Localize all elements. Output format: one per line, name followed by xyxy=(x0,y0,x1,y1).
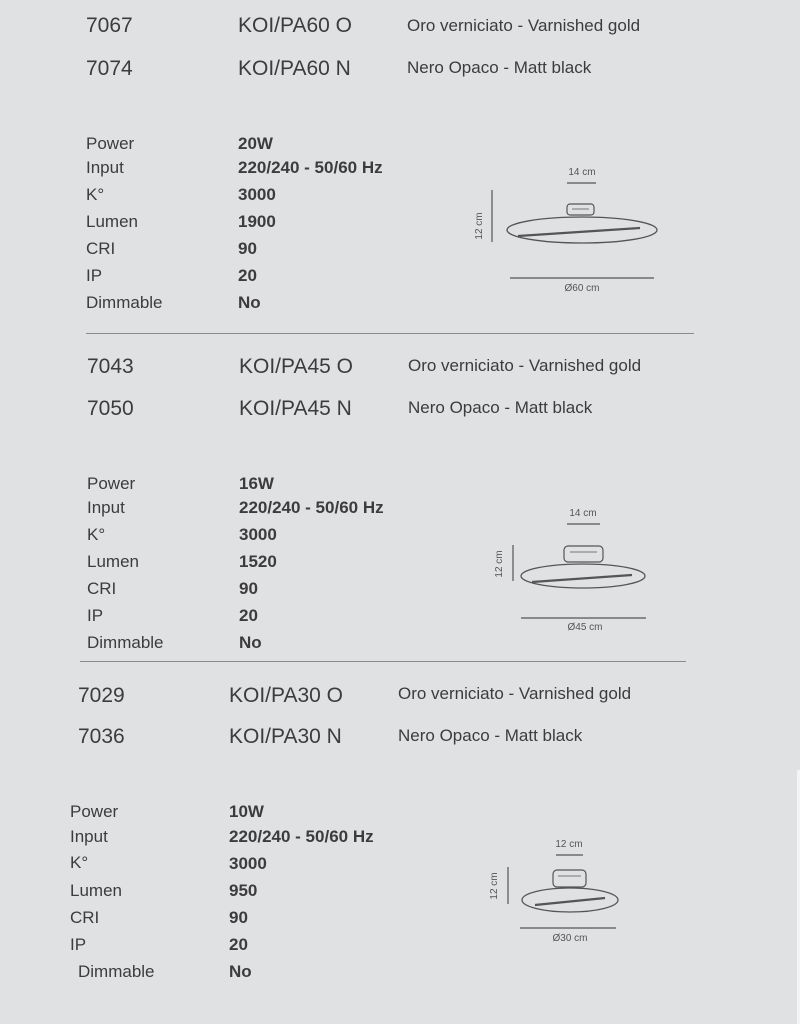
spec-label-input: Input xyxy=(70,827,108,846)
spec-value-dimmable: No xyxy=(238,293,261,312)
spec-label-kelvin: K° xyxy=(86,185,105,204)
spec-label-dimmable: Dimmable xyxy=(86,293,163,312)
spec-value-power: 20W xyxy=(238,134,273,153)
product-code: 7043 xyxy=(87,355,134,378)
dim-diameter-label: Ø60 cm xyxy=(564,283,600,294)
product-model: KOI/PA30 O xyxy=(229,684,343,707)
spec-value-cri: 90 xyxy=(239,579,258,598)
product-finish: Nero Opaco - Matt black xyxy=(398,726,583,745)
spec-label-input: Input xyxy=(87,498,125,517)
canopy-shape xyxy=(553,870,586,887)
dim-diameter-label: Ø45 cm xyxy=(567,622,603,633)
canopy-shape xyxy=(567,204,594,215)
spec-value-input: 220/240 - 50/60 Hz xyxy=(229,827,374,846)
spec-label-lumen: Lumen xyxy=(87,552,139,571)
product-model: KOI/PA60 N xyxy=(238,57,351,80)
product-finish: Oro verniciato - Varnished gold xyxy=(408,356,642,375)
spec-label-ip: IP xyxy=(70,935,87,954)
dim-diameter-label: Ø30 cm xyxy=(552,933,588,944)
dim-height-label: 12 cm xyxy=(489,872,500,900)
spec-value-lumen: 950 xyxy=(229,881,258,900)
lamp-diagram-60 xyxy=(470,160,670,300)
spec-label-ip: IP xyxy=(86,266,103,285)
spec-value-lumen: 1520 xyxy=(239,552,277,571)
spec-value-lumen: 1900 xyxy=(238,212,276,231)
dim-top-label: 14 cm xyxy=(569,508,597,519)
product-code: 7050 xyxy=(87,397,134,420)
spec-value-input: 220/240 - 50/60 Hz xyxy=(239,498,384,517)
product-model: KOI/PA60 O xyxy=(238,14,352,37)
spec-label-ip: IP xyxy=(87,606,104,625)
spec-label-power: Power xyxy=(87,474,136,493)
spec-value-input: 220/240 - 50/60 Hz xyxy=(238,158,383,177)
canopy-shape xyxy=(564,546,603,562)
product-code: 7067 xyxy=(86,14,133,37)
dim-height-label: 12 cm xyxy=(494,550,505,578)
product-finish: Nero Opaco - Matt black xyxy=(407,58,592,77)
section-divider xyxy=(86,333,694,334)
spec-value-ip: 20 xyxy=(229,935,248,954)
spec-label-dimmable: Dimmable xyxy=(87,633,164,652)
spec-value-ip: 20 xyxy=(239,606,258,625)
product-finish: Oro verniciato - Varnished gold xyxy=(407,16,641,35)
disc-shape xyxy=(522,888,618,912)
spec-label-kelvin: K° xyxy=(87,525,106,544)
spec-value-power: 10W xyxy=(229,802,264,821)
spec-label-dimmable: Dimmable xyxy=(78,962,155,981)
spec-label-lumen: Lumen xyxy=(86,212,138,231)
spec-label-cri: CRI xyxy=(87,579,117,598)
spec-label-cri: CRI xyxy=(86,239,116,258)
lamp-diagram-30 xyxy=(485,830,635,950)
product-finish: Oro verniciato - Varnished gold xyxy=(398,684,632,703)
product-model: KOI/PA30 N xyxy=(229,725,342,748)
spec-value-ip: 20 xyxy=(238,266,257,285)
spec-value-kelvin: 3000 xyxy=(229,854,267,873)
product-model: KOI/PA45 O xyxy=(239,355,353,378)
spec-label-power: Power xyxy=(86,134,135,153)
dim-top-label: 14 cm xyxy=(568,167,596,178)
dim-height-label: 12 cm xyxy=(474,212,485,240)
product-code: 7029 xyxy=(78,684,125,707)
spec-label-lumen: Lumen xyxy=(70,881,122,900)
spec-value-power: 16W xyxy=(239,474,274,493)
spec-label-input: Input xyxy=(86,158,124,177)
product-finish: Nero Opaco - Matt black xyxy=(408,398,593,417)
product-code: 7074 xyxy=(86,57,133,80)
spec-value-kelvin: 3000 xyxy=(239,525,277,544)
product-code: 7036 xyxy=(78,725,125,748)
spec-label-kelvin: K° xyxy=(70,853,89,872)
spec-value-cri: 90 xyxy=(238,239,257,258)
spec-value-dimmable: No xyxy=(229,962,252,981)
spec-value-cri: 90 xyxy=(229,908,248,927)
spec-label-column xyxy=(70,790,218,990)
dim-top-label: 12 cm xyxy=(555,839,583,850)
spec-value-kelvin: 3000 xyxy=(238,185,276,204)
product-model: KOI/PA45 N xyxy=(239,397,352,420)
disc-shape xyxy=(507,217,657,243)
lamp-diagram-45 xyxy=(490,500,670,640)
spec-label-power: Power xyxy=(70,802,119,821)
section-divider xyxy=(80,661,686,662)
spec-label-cri: CRI xyxy=(70,908,100,927)
spec-value-dimmable: No xyxy=(239,633,262,652)
